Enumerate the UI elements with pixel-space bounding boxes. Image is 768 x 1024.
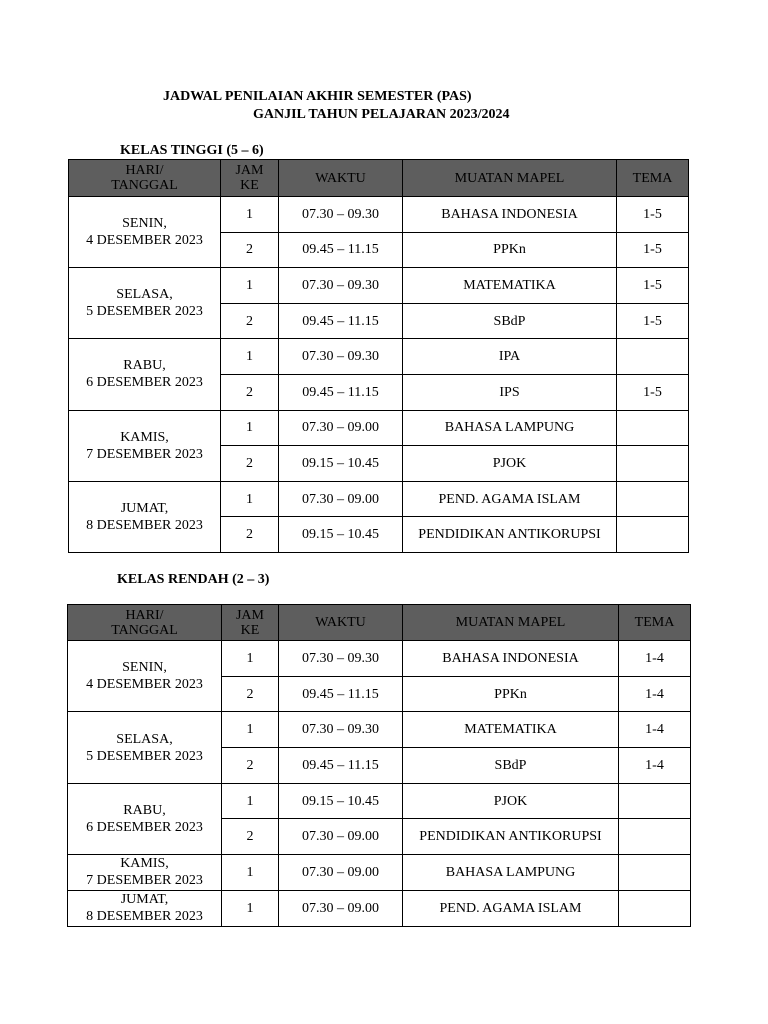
waktu-cell: 09.15 – 10.45 [279,446,403,482]
header-ke: KE [240,178,259,193]
header-mapel: MUATAN MAPEL [403,605,619,641]
jam-cell: 1 [222,641,279,677]
tema-cell: 1-4 [619,748,691,784]
header-tanggal: TANGGAL [111,622,178,638]
tema-cell [617,446,689,482]
tema-cell [619,855,691,891]
mapel-cell: PENDIDIKAN ANTIKORUPSI [403,517,617,553]
waktu-cell: 07.30 – 09.30 [279,641,403,677]
tema-cell [617,517,689,553]
tema-cell: 1-5 [617,197,689,233]
jam-cell: 2 [222,748,279,784]
jam-cell: 1 [221,410,279,446]
header-hari-tanggal [68,605,222,641]
day-name: RABU, [123,358,166,374]
section-label-kelas-tinggi: KELAS TINGGI (5 – 6) [120,143,264,158]
tema-cell: 1-5 [617,232,689,268]
tema-cell [617,410,689,446]
day-name: KAMIS, [120,429,169,445]
mapel-cell: PENDIDIKAN ANTIKORUPSI [403,819,619,855]
header-jam-ke [222,605,279,641]
mapel-cell: SBdP [403,748,619,784]
waktu-cell: 07.30 – 09.30 [279,712,403,748]
mapel-cell: IPA [403,339,617,375]
jam-cell: 1 [221,339,279,375]
waktu-cell: 07.30 – 09.30 [279,268,403,304]
header-jam-ke [221,160,279,197]
mapel-cell: BAHASA LAMPUNG [403,410,617,446]
header-ke: KE [240,622,260,638]
day-date: 6 DESEMBER 2023 [86,375,203,391]
table-body-kelas-rendah [68,641,691,927]
day-name: KAMIS, [120,856,169,872]
waktu-cell: 07.30 – 09.00 [279,481,403,517]
jam-cell: 1 [222,783,279,819]
header-mapel: MUATAN MAPEL [403,160,617,197]
day-date: 5 DESEMBER 2023 [86,304,203,320]
day-date-cell [68,783,222,854]
tema-cell: 1-4 [619,641,691,677]
waktu-cell: 07.30 – 09.00 [279,855,403,891]
day-date: 8 DESEMBER 2023 [86,517,203,533]
day-date: 8 DESEMBER 2023 [86,909,203,925]
mapel-cell: PJOK [403,783,619,819]
waktu-cell: 09.15 – 10.45 [279,517,403,553]
day-date-cell [69,197,221,268]
tema-cell: 1-5 [617,303,689,339]
table-row [69,197,689,233]
mapel-cell: MATEMATIKA [403,712,619,748]
jam-cell: 1 [221,197,279,233]
header-waktu: WAKTU [279,605,403,641]
schedule-table-kelas-rendah [67,604,691,927]
day-date: 7 DESEMBER 2023 [86,873,203,889]
tema-cell: 1-5 [617,268,689,304]
header-hari: HARI/ [125,607,164,623]
jam-cell: 2 [222,676,279,712]
mapel-cell: BAHASA INDONESIA [403,197,617,233]
day-name: SENIN, [122,216,167,232]
day-date-cell [69,410,221,481]
table-row [68,641,691,677]
jam-cell: 2 [221,232,279,268]
table-header-row [68,605,691,641]
mapel-cell: IPS [403,374,617,410]
day-date-cell [68,641,222,712]
jam-cell: 2 [221,446,279,482]
table-row [68,712,691,748]
day-date: 5 DESEMBER 2023 [86,748,203,764]
table-header-row [69,160,689,197]
waktu-cell: 09.45 – 11.15 [279,676,403,712]
day-name: JUMAT, [120,892,169,908]
day-name: SELASA, [116,287,173,303]
mapel-cell: BAHASA LAMPUNG [403,855,619,891]
waktu-cell: 07.30 – 09.30 [279,197,403,233]
table-row [68,855,691,891]
table-row [69,481,689,517]
table-row [69,410,689,446]
day-date: 6 DESEMBER 2023 [86,819,203,835]
header-waktu: WAKTU [279,160,403,197]
waktu-cell: 07.30 – 09.00 [279,410,403,446]
jam-cell: 1 [221,268,279,304]
mapel-cell: PJOK [403,446,617,482]
day-date-cell [69,268,221,339]
table-row [68,890,691,926]
mapel-cell: MATEMATIKA [403,268,617,304]
tema-cell [617,481,689,517]
day-name: SENIN, [122,660,167,676]
tema-cell: 1-4 [619,676,691,712]
waktu-cell: 09.45 – 11.15 [279,232,403,268]
jam-cell: 2 [221,517,279,553]
jam-cell: 2 [221,303,279,339]
jam-cell: 2 [221,374,279,410]
document-title-line1: JADWAL PENILAIAN AKHIR SEMESTER (PAS) [163,89,472,104]
section-label-kelas-rendah: KELAS RENDAH (2 – 3) [117,572,270,587]
tema-cell: 1-5 [617,374,689,410]
jam-cell: 1 [222,712,279,748]
day-date-cell [69,339,221,410]
header-tema: TEMA [619,605,691,641]
table-row [69,268,689,304]
day-name: RABU, [123,802,166,818]
day-date: 7 DESEMBER 2023 [86,446,203,462]
header-hari: HARI/ [125,163,164,178]
tema-cell [617,339,689,375]
waktu-cell: 09.45 – 11.15 [279,374,403,410]
header-hari-tanggal [69,160,221,197]
day-name: SELASA, [116,731,173,747]
waktu-cell: 09.15 – 10.45 [279,783,403,819]
day-date: 4 DESEMBER 2023 [86,677,203,693]
header-tema: TEMA [617,160,689,197]
waktu-cell: 09.45 – 11.15 [279,748,403,784]
mapel-cell: BAHASA INDONESIA [403,641,619,677]
day-date: 4 DESEMBER 2023 [86,233,203,249]
day-date-cell [68,855,222,891]
day-date-cell [69,481,221,552]
tema-cell [619,819,691,855]
waktu-cell: 07.30 – 09.30 [279,339,403,375]
day-date-cell [68,890,222,926]
jam-cell: 1 [221,481,279,517]
waktu-cell: 07.30 – 09.00 [279,819,403,855]
jam-cell: 1 [222,890,279,926]
day-name: JUMAT, [120,500,169,516]
mapel-cell: SBdP [403,303,617,339]
tema-cell: 1-4 [619,712,691,748]
table-row [69,339,689,375]
mapel-cell: PPKn [403,232,617,268]
day-date-cell [68,712,222,783]
header-jam: JAM [235,163,264,178]
header-tanggal: TANGGAL [111,178,178,193]
mapel-cell: PEND. AGAMA ISLAM [403,890,619,926]
header-jam: JAM [235,607,264,623]
mapel-cell: PEND. AGAMA ISLAM [403,481,617,517]
jam-cell: 2 [222,819,279,855]
jam-cell: 1 [222,855,279,891]
document-title-line2: GANJIL TAHUN PELAJARAN 2023/2024 [253,107,510,122]
waktu-cell: 09.45 – 11.15 [279,303,403,339]
table-row [68,783,691,819]
table-body-kelas-tinggi [69,197,689,553]
mapel-cell: PPKn [403,676,619,712]
waktu-cell: 07.30 – 09.00 [279,890,403,926]
schedule-table-kelas-tinggi [68,159,689,553]
tema-cell [619,890,691,926]
tema-cell [619,783,691,819]
